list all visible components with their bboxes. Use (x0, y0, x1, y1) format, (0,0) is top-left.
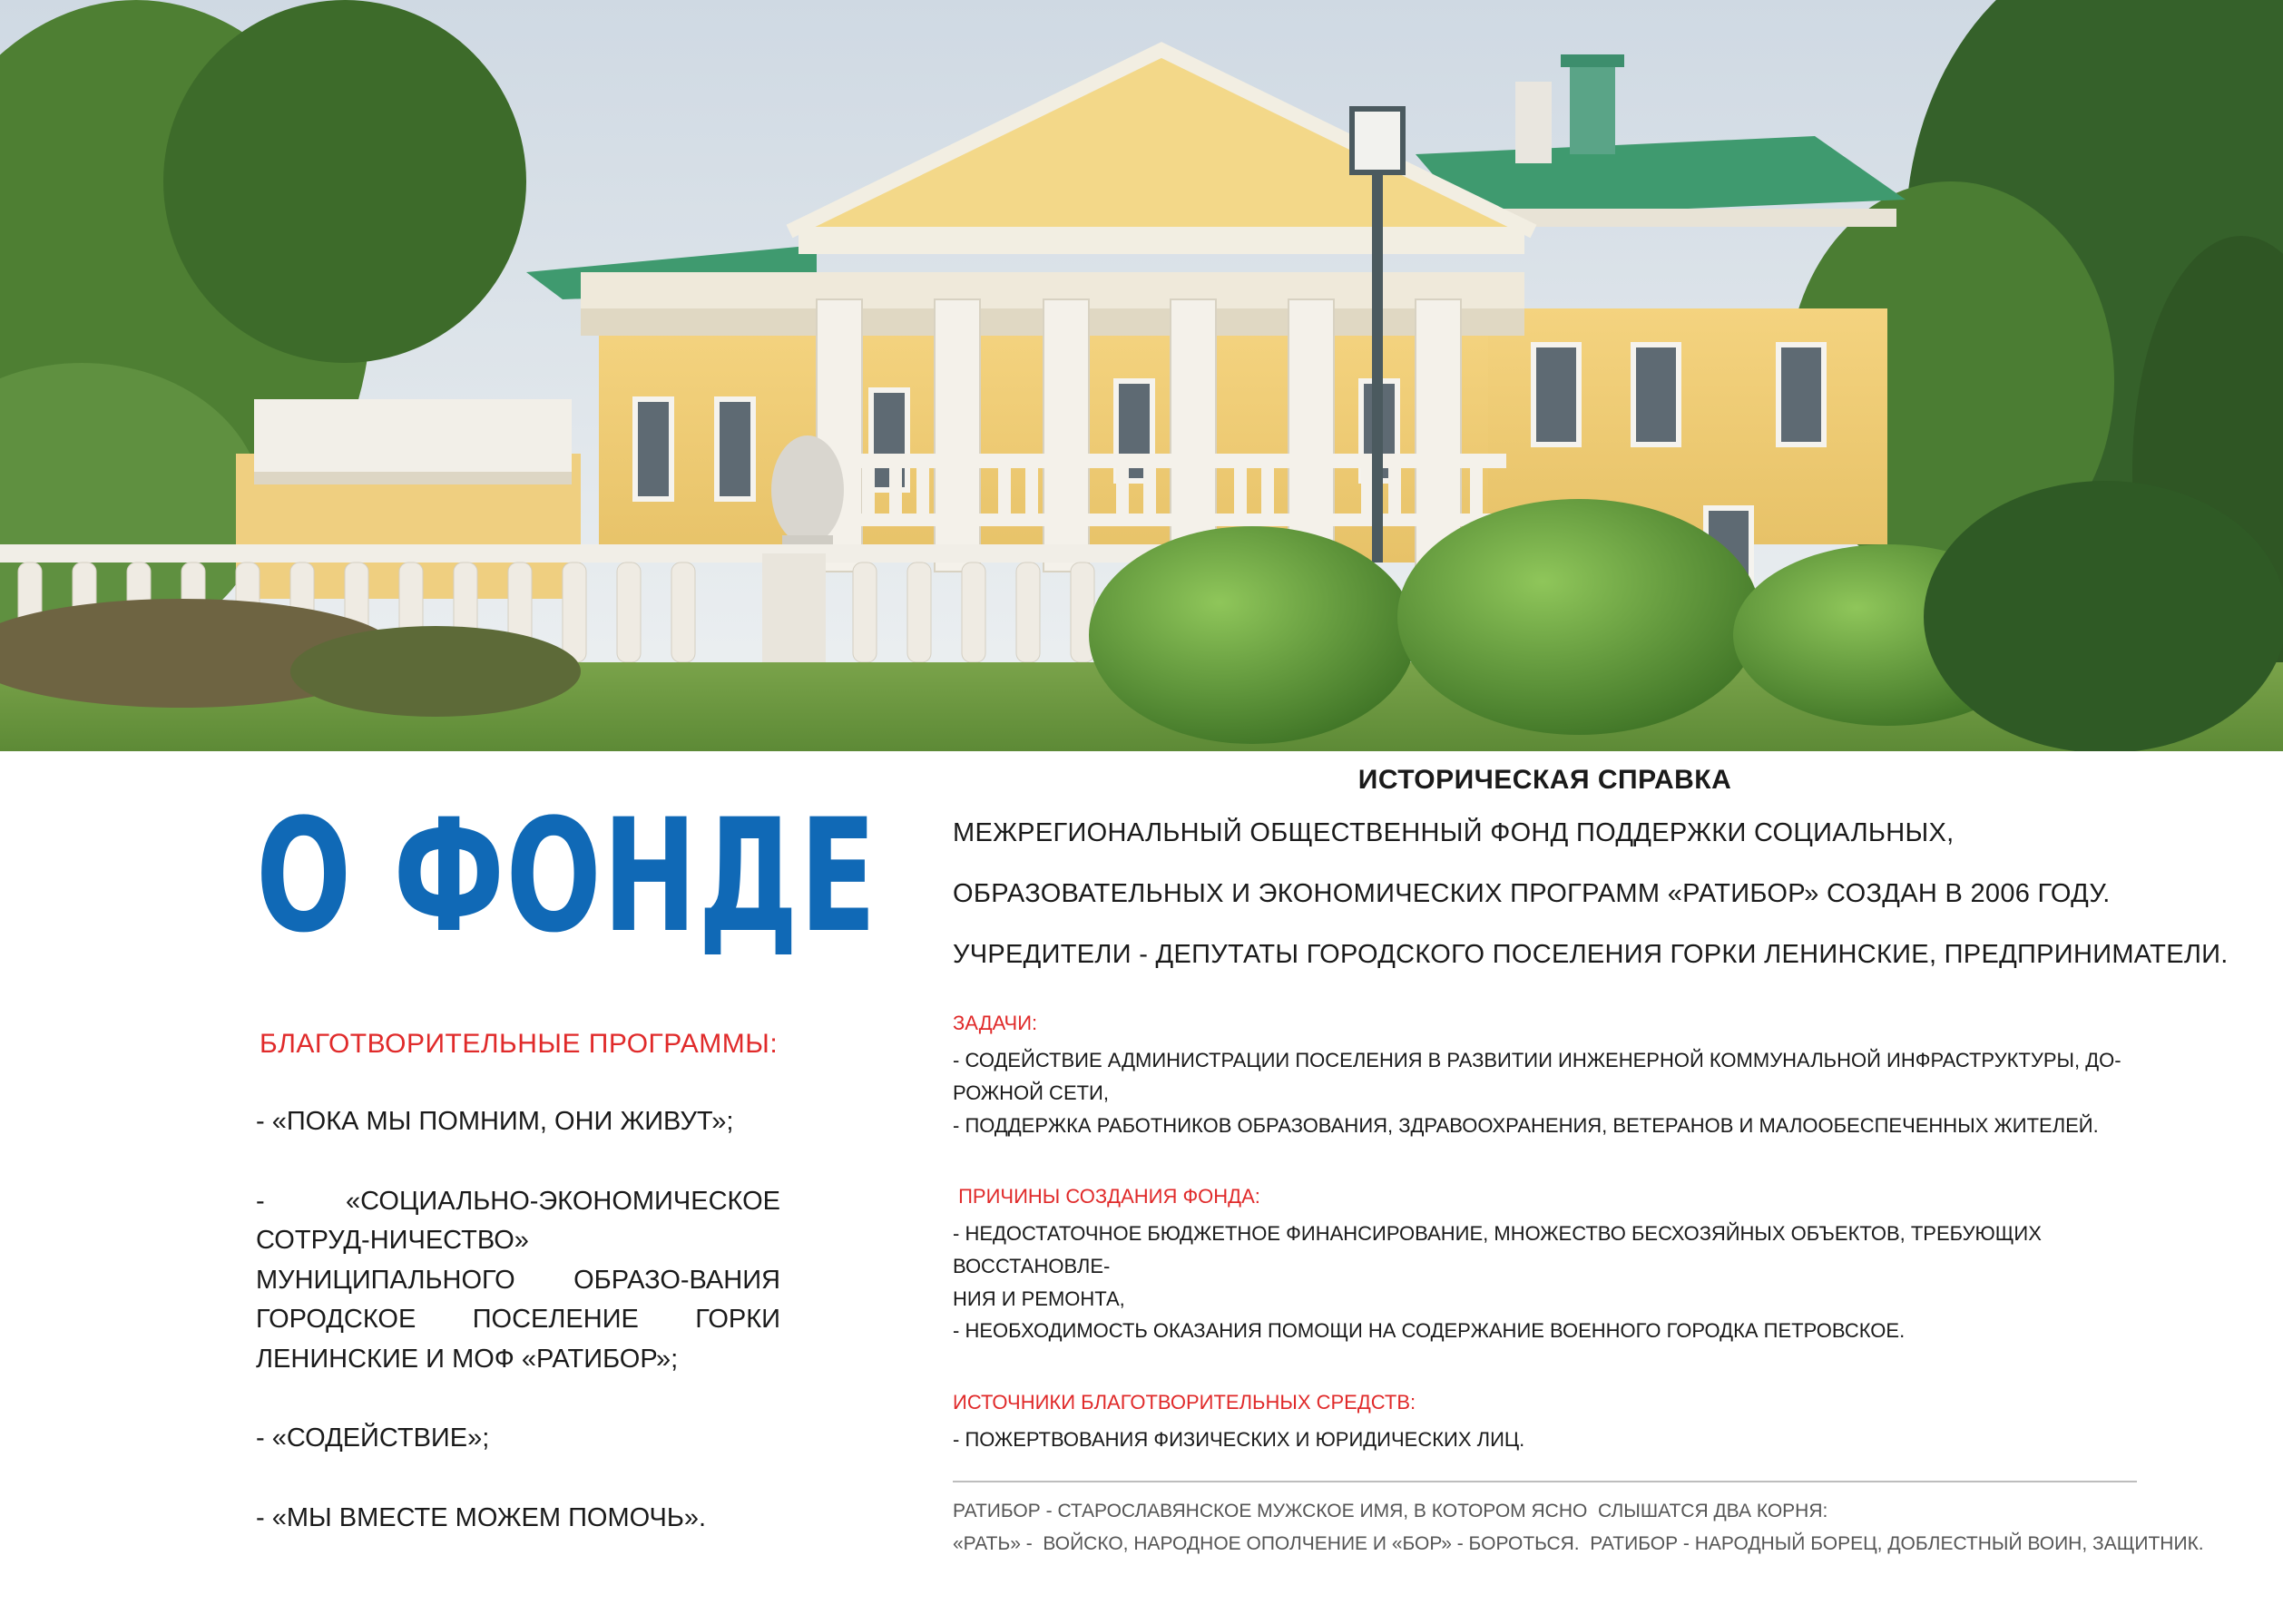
name-note: РАТИБОР - СТАРОСЛАВЯНСКОЕ МУЖСКОЕ ИМЯ, В КОТОРОМ ЯСНО СЛЫШАТСЯ ДВА КОРНЯ: (953, 1501, 1828, 1522)
intro-line: ОБРАЗОВАТЕЛЬНЫХ И ЭКОНОМИЧЕСКИХ ПРОГРАММ «РАТИБОР» СОЗДАН В 2006 ГОДУ. (953, 878, 2111, 908)
program-item: - «СОДЕЙСТВИЕ»; (256, 1423, 490, 1453)
program-item: - «СОЦИАЛЬНО-ЭКОНОМИЧЕСКОЕ СОТРУД-НИЧЕСТВО» МУНИЦИПАЛЬНОГО ОБРАЗО-ВАНИЯ ГОРОДСКОЕ ПОСЕЛЕНИЕ ГОРКИ ЛЕНИНСКИЕ И МОФ «РАТИБОР»; (256, 1186, 780, 1374)
sources-item: - ПОЖЕРТВОВАНИЯ ФИЗИЧЕСКИХ И ЮРИДИЧЕСКИХ ЛИЦ. (953, 1427, 1525, 1451)
reasons-section (953, 1185, 2137, 1347)
page-title: О ФОНДЕ (256, 785, 878, 967)
program-item: - «МЫ ВМЕСТЕ МОЖЕМ ПОМОЧЬ». (256, 1502, 707, 1532)
intro-line: УЧРЕДИТЕЛИ - ДЕПУТАТЫ ГОРОДСКОГО ПОСЕЛЕНИЯ ГОРКИ ЛЕНИНСКИЕ, ПРЕДПРИНИМАТЕЛИ. (953, 939, 2229, 969)
sources-section (953, 1391, 2137, 1456)
hero-photo (0, 0, 2283, 751)
divider (953, 1481, 2137, 1482)
reasons-heading: ПРИЧИНЫ СОЗДАНИЯ ФОНДА: (953, 1185, 1260, 1208)
tasks-item: РОЖНОЙ СЕТИ, (953, 1081, 1109, 1105)
reasons-item: - НЕОБХОДИМОСТЬ ОКАЗАНИЯ ПОМОЩИ НА СОДЕРЖАНИЕ ВОЕННОГО ГОРОДКА ПЕТРОВСКОЕ. (953, 1319, 1906, 1343)
tasks-section (953, 1012, 2137, 1141)
charity-programs (256, 1023, 780, 1578)
tasks-item: - СОДЕЙСТВИЕ АДМИНИСТРАЦИИ ПОСЕЛЕНИЯ В РАЗВИТИИ ИНЖЕНЕРНОЙ КОММУНАЛЬНОЙ ИНФРАСТРУКТУРЫ, ДО- (953, 1049, 2121, 1072)
name-note: «РАТЬ» - ВОЙСКО, НАРОДНОЕ ОПОЛЧЕНИЕ И «БОР» - БОРОТЬСЯ. РАТИБОР - НАРОДНЫЙ БОРЕЦ, ДОБЛЕСТНЫЙ ВОИН, ЗАЩИТНИК. (953, 1533, 2204, 1555)
reasons-item: - НЕДОСТАТОЧНОЕ БЮДЖЕТНОЕ ФИНАНСИРОВАНИЕ, МНОЖЕСТВО БЕСХОЗЯЙНЫХ ОБЪЕКТОВ, ТРЕБУЮЩИХ ВОССТАНОВЛЕ- (953, 1222, 2042, 1277)
charity-programs-heading: БЛАГОТВОРИТЕЛЬНЫЕ ПРОГРАММЫ: (260, 1029, 779, 1059)
tasks-heading: ЗАДАЧИ: (953, 1012, 1038, 1035)
program-item: - «ПОКА МЫ ПОМНИМ, ОНИ ЖИВУТ»; (256, 1107, 734, 1136)
reasons-item: НИЯ И РЕМОНТА, (953, 1286, 1125, 1310)
historical-info (953, 765, 2229, 1560)
historical-info-title: ИСТОРИЧЕСКАЯ СПРАВКА (1357, 765, 1732, 795)
tasks-item: - ПОДДЕРЖКА РАБОТНИКОВ ОБРАЗОВАНИЯ, ЗДРАВООХРАНЕНИЯ, ВЕТЕРАНОВ И МАЛООБЕСПЕЧЕННЫХ ЖИТЕЛЕЙ. (953, 1113, 2099, 1137)
manor-house-icon (0, 0, 2283, 751)
intro-line: МЕЖРЕГИОНАЛЬНЫЙ ОБЩЕСТВЕННЫЙ ФОНД ПОДДЕРЖКИ СОЦИАЛЬНЫХ, (953, 818, 1955, 847)
sources-heading: ИСТОЧНИКИ БЛАГОТВОРИТЕЛЬНЫХ СРЕДСТВ: (953, 1390, 1416, 1414)
